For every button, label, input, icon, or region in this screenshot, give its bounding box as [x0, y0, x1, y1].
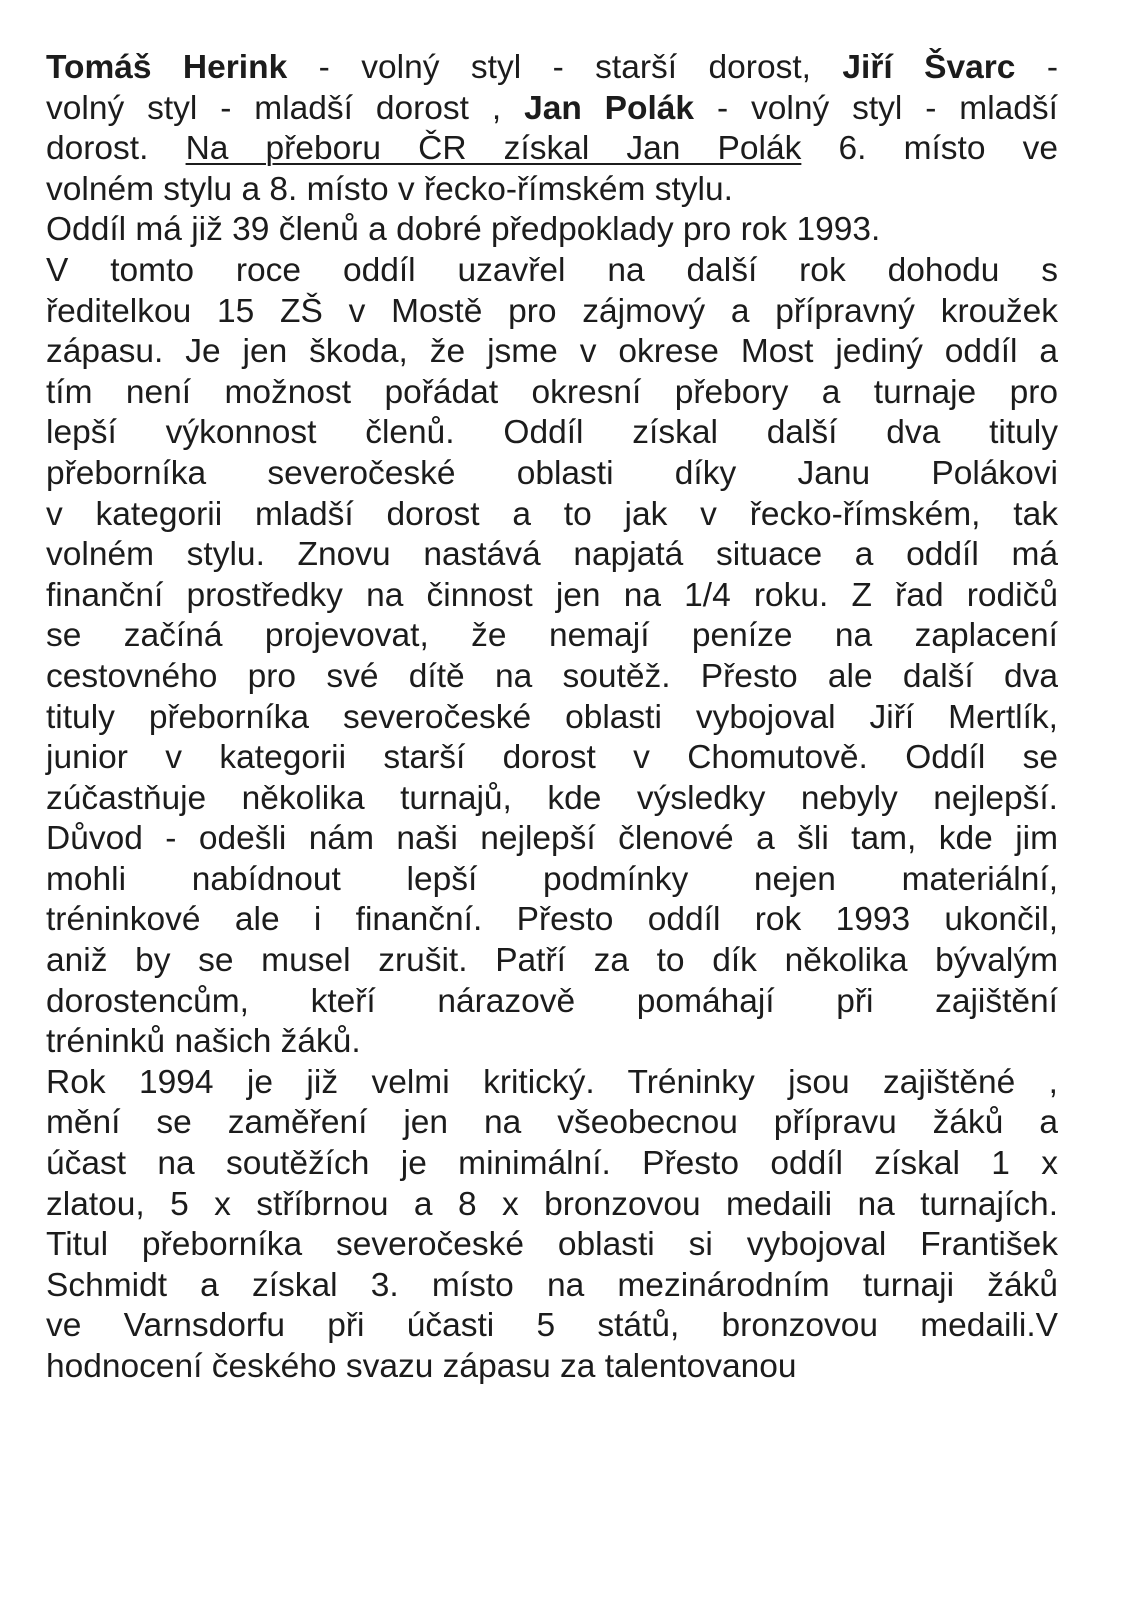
text-line: [46, 454, 1058, 495]
text-segment: volném stylu a 8. místo v řecko-římském stylu.: [46, 170, 733, 208]
text-line: [46, 1225, 1058, 1266]
text-segment: tréninkové ale i finanční. Přesto oddíl rok 1993 ukončil,: [46, 901, 1058, 939]
document-page: [46, 48, 1058, 1388]
text-segment: účast na soutěžích je minimální. Přesto oddíl získal 1 x: [46, 1145, 1058, 1183]
text-segment: Schmidt a získal 3. místo na mezinárodním turnaji žáků: [46, 1266, 1058, 1304]
text-segment: dorostencům, kteří nárazově pomáhají při zajištění: [46, 982, 1058, 1020]
text-line: [46, 900, 1058, 941]
text-segment: tituly přeborníka severočeské oblasti vybojoval Jiří Mertlík,: [46, 698, 1058, 736]
text-line: [46, 89, 1058, 130]
text-segment: ředitelkou 15 ZŠ v Mostě pro zájmový a přípravný kroužek: [46, 292, 1058, 330]
text-segment: zúčastňuje několika turnajů, kde výsledky nebyly nejlepší.: [46, 779, 1058, 817]
text-segment: Oddíl má již 39 členů a dobré předpoklady pro rok 1993.: [46, 211, 881, 249]
text-segment: - volný styl - mladší: [694, 89, 1058, 127]
text-segment: volném stylu. Znovu nastává napjatá situace a oddíl má: [46, 536, 1058, 574]
text-segment: -: [1015, 49, 1059, 86]
text-segment: lepší výkonnost členů. Oddíl získal další dva tituly: [46, 414, 1058, 452]
text-line: [46, 129, 1058, 170]
text-segment: mohli nabídnout lepší podmínky nejen materiální,: [46, 860, 1058, 898]
text-segment: - volný styl - starší dorost,: [287, 49, 843, 86]
text-line: [46, 495, 1058, 536]
text-line: [46, 251, 1058, 292]
text-segment: dorost.: [46, 130, 186, 168]
text-line: [46, 535, 1058, 576]
text-line: [46, 860, 1058, 901]
text-line: [46, 941, 1058, 982]
text-line: [46, 1144, 1058, 1185]
text-line: [46, 332, 1058, 373]
text-segment: Titul přeborníka severočeské oblasti si vybojoval František: [46, 1226, 1058, 1264]
text-line: [46, 819, 1058, 860]
text-segment: aniž by se musel zrušit. Patří za to dík několika bývalým: [46, 942, 1058, 980]
text-line: [46, 1063, 1058, 1104]
bold-name: Tomáš Herink: [46, 49, 288, 86]
text-segment: Rok 1994 je již velmi kritický. Tréninky jsou zajištěné ,: [46, 1063, 1058, 1101]
text-line: [46, 170, 1058, 211]
text-line: [46, 210, 1058, 251]
text-segment: V tomto roce oddíl uzavřel na další rok dohodu s: [46, 251, 1058, 289]
text-segment: hodnocení českého svazu zápasu za talentovanou: [46, 1348, 797, 1385]
underlined-text: Na přeboru ČR získal Jan Polák: [185, 130, 802, 168]
text-line: [46, 48, 1058, 89]
text-line: [46, 616, 1058, 657]
text-segment: tréninků našich žáků.: [46, 1023, 361, 1061]
text-line: [46, 698, 1058, 739]
text-segment: ve Varnsdorfu při účasti 5 států, bronzovou medaili.V: [46, 1307, 1058, 1345]
text-line: [46, 373, 1058, 414]
text-segment: přeborníka severočeské oblasti díky Janu Polákovi: [46, 454, 1058, 492]
text-segment: junior v kategorii starší dorost v Chomutově. Oddíl se: [46, 739, 1058, 777]
bold-name: Jan Polák: [524, 89, 695, 127]
text-segment: se začíná projevovat, že nemají peníze na zaplacení: [46, 617, 1058, 655]
text-segment: tím není možnost pořádat okresní přebory a turnaje pro: [46, 373, 1058, 411]
text-line: [46, 413, 1058, 454]
text-segment: mění se zaměření jen na všeobecnou přípravu žáků a: [46, 1104, 1058, 1142]
text-segment: Důvod - odešli nám naši nejlepší členové a šli tam, kde jim: [46, 820, 1058, 858]
text-line: [46, 1306, 1058, 1347]
bold-name: Jiří Švarc: [842, 49, 1016, 86]
text-line: [46, 576, 1058, 617]
text-line: [46, 1022, 1058, 1063]
text-line: [46, 1266, 1058, 1307]
text-segment: 6. místo ve: [801, 130, 1058, 168]
text-line: [46, 1185, 1058, 1226]
text-segment: volný styl - mladší dorost ,: [46, 89, 525, 127]
text-segment: cestovného pro své dítě na soutěž. Přesto ale další dva: [46, 657, 1058, 695]
text-segment: zápasu. Je jen škoda, že jsme v okrese Most jediný oddíl a: [46, 333, 1058, 371]
text-line: [46, 1103, 1058, 1144]
text-line: [46, 292, 1058, 333]
text-line: [46, 982, 1058, 1023]
text-line: [46, 779, 1058, 820]
text-segment: v kategorii mladší dorost a to jak v řecko-římském, tak: [46, 495, 1058, 533]
text-line: [46, 657, 1058, 698]
text-line: [46, 738, 1058, 779]
text-line: [46, 1347, 1058, 1388]
text-segment: finanční prostředky na činnost jen na 1/4 roku. Z řad rodičů: [46, 576, 1058, 614]
text-segment: zlatou, 5 x stříbrnou a 8 x bronzovou medaili na turnajích.: [46, 1185, 1058, 1223]
